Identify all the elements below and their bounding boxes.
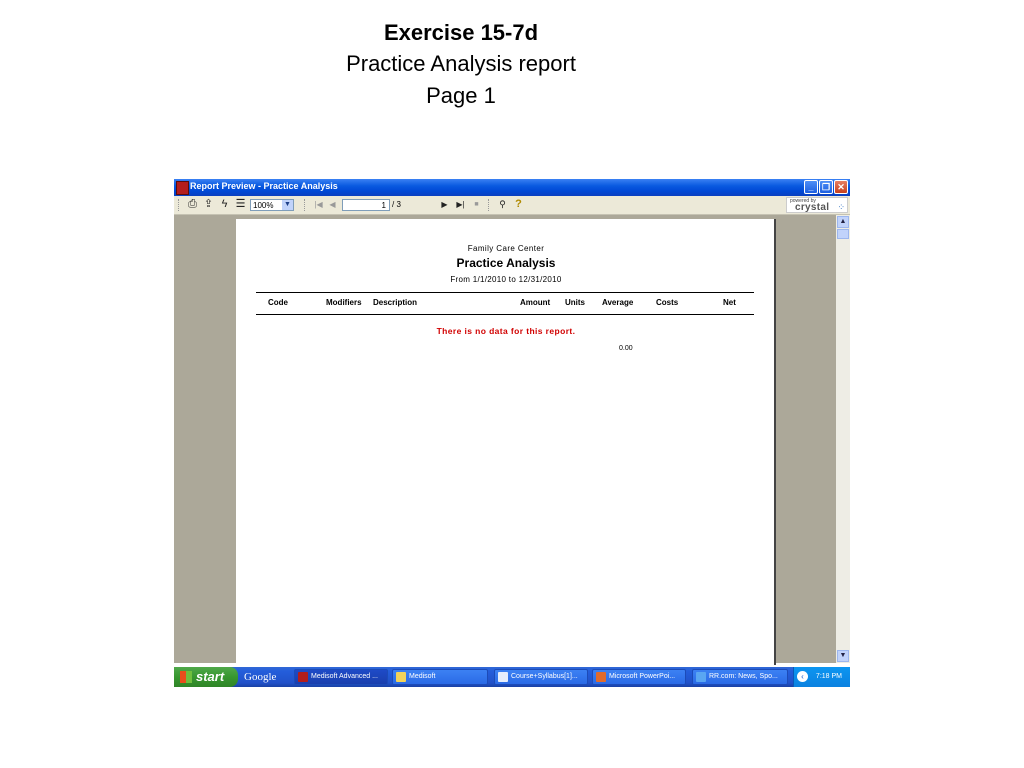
zoom-value: 100%	[253, 201, 274, 210]
column-header-units: Units	[565, 298, 585, 307]
column-header-costs: Costs	[656, 298, 679, 307]
taskbar-item-rr-news[interactable]	[692, 669, 788, 685]
scroll-thumb[interactable]	[837, 229, 849, 239]
stop-icon[interactable]: ■	[474, 201, 479, 208]
average-total: 0.00	[619, 345, 633, 352]
taskbar-item-label: RR.com: News, Spo...	[709, 673, 778, 680]
word-doc-icon	[498, 672, 508, 682]
minimize-button[interactable]	[804, 180, 818, 194]
slide-page-label: Page 1	[426, 83, 496, 108]
report-viewer-area	[174, 215, 836, 663]
close-icon: ✕	[837, 182, 845, 192]
internet-explorer-icon	[696, 672, 706, 682]
start-button[interactable]	[174, 667, 238, 687]
vertical-scrollbar[interactable]	[836, 215, 850, 663]
chevron-down-icon[interactable]: ▼	[282, 200, 293, 210]
taskbar-item-label: Medisoft	[409, 673, 436, 680]
windows-taskbar	[174, 667, 850, 687]
medisoft-icon	[298, 672, 308, 682]
slide-heading	[0, 18, 922, 112]
medisoft-app-icon	[176, 181, 189, 195]
taskbar-item-medisoft-advanced[interactable]	[294, 669, 388, 685]
last-page-icon[interactable]: ▶|	[456, 200, 465, 209]
report-page	[236, 219, 776, 665]
search-icon[interactable]: ⚲	[499, 199, 506, 209]
logo-crystal: crystal	[795, 202, 830, 213]
crystal-logo	[786, 197, 848, 213]
slide-subtitle: Practice Analysis report	[346, 51, 576, 76]
tray-expand-icon[interactable]: ‹	[797, 671, 808, 682]
no-data-message: There is no data for this report.	[436, 326, 576, 336]
scroll-up-icon[interactable]: ▲	[837, 216, 849, 228]
next-page-icon[interactable]: ▶	[441, 200, 448, 209]
report-title: Practice Analysis	[456, 256, 556, 270]
window-titlebar[interactable]	[174, 179, 850, 196]
zoom-select[interactable]	[250, 199, 294, 211]
google-toolbar[interactable]: Google	[244, 671, 277, 683]
restore-icon: ❐	[821, 182, 831, 192]
header-rule-bottom	[256, 314, 754, 315]
page-number-input[interactable]: 1	[342, 199, 390, 211]
logo-powered-by: powered by	[790, 198, 816, 204]
tray-clock[interactable]: 7:18 PM	[815, 673, 842, 680]
close-button[interactable]	[834, 180, 848, 194]
report-toolbar	[174, 196, 850, 215]
taskbar-item-powerpoint[interactable]	[592, 669, 686, 685]
column-header-modifiers: Modifiers	[326, 298, 362, 307]
report-date-range: From 1/1/2010 to 12/31/2010	[450, 275, 562, 284]
previous-page-icon[interactable]: ◀	[329, 200, 336, 209]
column-header-description: Description	[373, 298, 418, 307]
report-preview-window	[174, 179, 850, 663]
refresh-icon[interactable]: ϟ	[221, 198, 228, 210]
header-rule-top	[256, 292, 754, 293]
column-header-net: Net	[723, 298, 736, 307]
help-icon[interactable]: ?	[515, 198, 522, 210]
system-tray	[793, 667, 850, 687]
minimize-icon: _	[808, 182, 814, 192]
toolbar-separator	[488, 199, 490, 211]
taskbar-item-label: Medisoft Advanced ...	[311, 673, 378, 680]
print-icon[interactable]: ⎙	[188, 198, 197, 210]
column-header-amount: Amount	[520, 298, 551, 307]
scroll-down-icon[interactable]: ▼	[837, 650, 849, 662]
start-label: start	[196, 669, 225, 684]
powerpoint-icon	[596, 672, 606, 682]
taskbar-item-medisoft[interactable]	[392, 669, 488, 685]
taskbar-item-course-syllabus[interactable]	[494, 669, 588, 685]
window-title: Report Preview - Practice Analysis	[190, 181, 338, 191]
restore-button[interactable]	[819, 180, 833, 194]
windows-logo-icon	[180, 671, 192, 683]
page-total: / 3	[392, 200, 401, 209]
column-header-code: Code	[268, 298, 288, 307]
crystal-dots-icon: ⁘	[837, 202, 845, 212]
taskbar-item-label: Course+Syllabus[1]...	[511, 673, 578, 680]
toolbar-grip	[178, 199, 180, 211]
toolbar-separator	[304, 199, 306, 211]
slide-title: Exercise 15-7d	[383, 20, 539, 45]
taskbar-item-label: Microsoft PowerPoi...	[609, 673, 676, 680]
help-doc-icon	[396, 672, 406, 682]
group-tree-icon[interactable]: ☰	[235, 198, 246, 210]
column-header-average: Average	[602, 298, 634, 307]
first-page-icon[interactable]: |◀	[314, 200, 323, 209]
report-company: Family Care Center	[467, 244, 545, 253]
export-icon[interactable]: ⇪	[203, 198, 214, 210]
